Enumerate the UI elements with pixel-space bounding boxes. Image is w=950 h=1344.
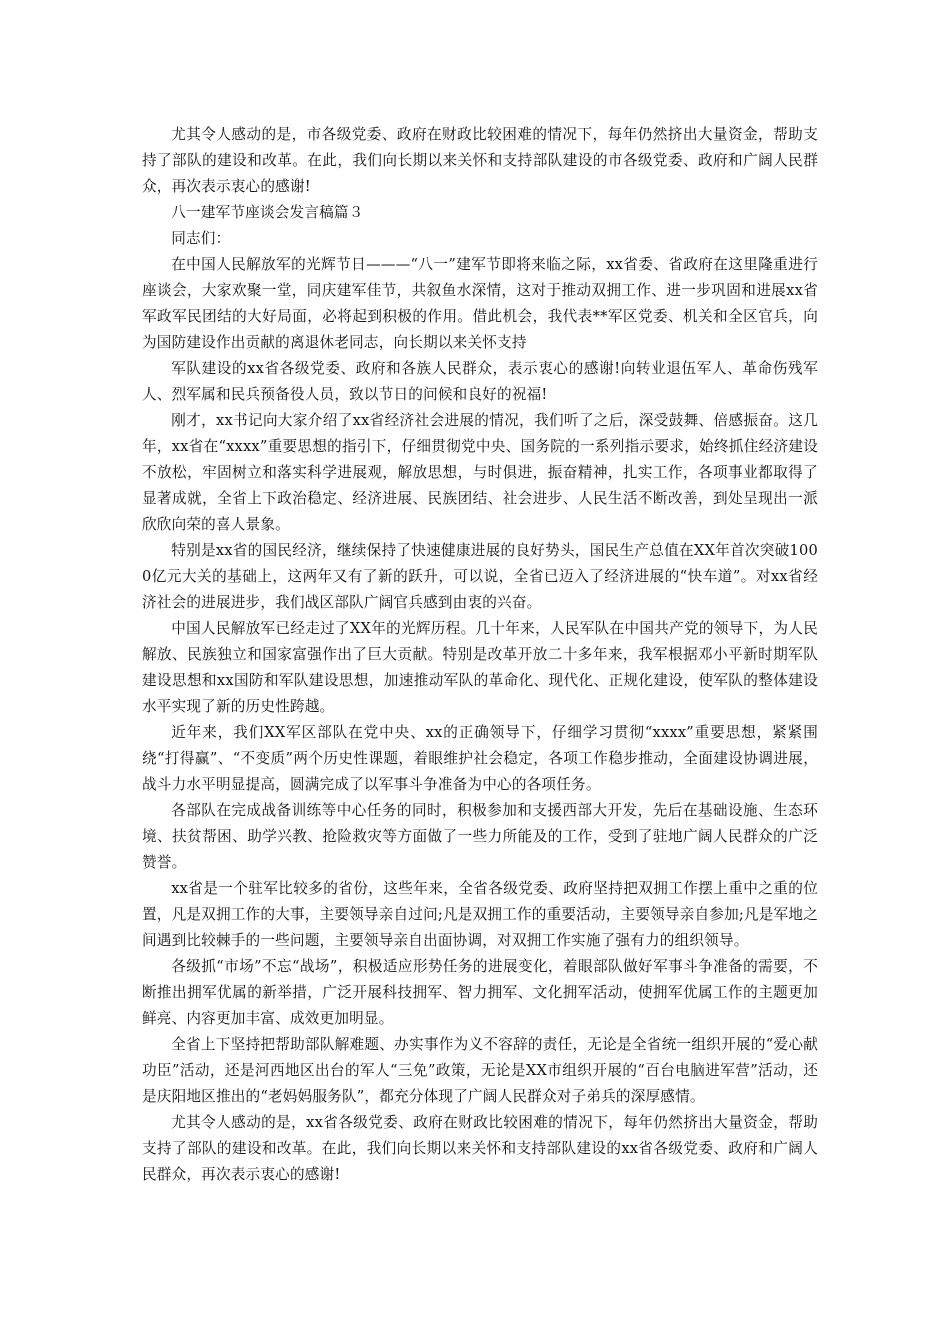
section-title: 八一建军节座谈会发言稿篇３ <box>171 204 364 221</box>
document-body <box>142 122 818 1188</box>
paragraph: 特别是xx省的国民经济，继续保持了快速健康进展的良好势头，国民生产总值在XX年首次突破1000亿元大关的基础上，这两年又有了新的跃升，可以说，全省已迈入了经济进展的“快车道”。对xx省经济社会的进展进步，我们战区部队广阔官兵感到由衷的兴奋。 <box>142 542 818 611</box>
paragraph: 在中国人民解放军的光辉节日———“八一”建军节即将来临之际，xx省委、省政府在这里隆重进行座谈会，大家欢聚一堂，同庆建军佳节，共叙鱼水深情，这对于推动双拥工作、进一步巩固和进展xx省军政军民团结的大好局面，必将起到积极的作用。借此机会，我代表**军区党委、机关和全区官兵，向为国防建设作出贡献的离退休老同志，向长期以来关怀支持 <box>142 256 818 351</box>
paragraph: 全省上下坚持把帮助部队解难题、办实事作为义不容辞的责任，无论是全省统一组织开展的“爱心献功臣”活动，还是河西地区出台的军人“三免”政策，无论是XX市组织开展的“百台电脑进军营”活动，还是庆阳地区推出的“老妈妈服务队”，都充分体现了广阔人民群众对子弟兵的深厚感情。 <box>142 1036 818 1105</box>
paragraph: 刚才，xx书记向大家介绍了xx省经济社会进展的情况，我们听了之后，深受鼓舞、倍感振奋。这几年，xx省在“xxxx”重要思想的指引下，仔细贯彻党中央、国务院的一系列指示要求，始终抓住经济建设不放松，牢固树立和落实科学进展观，解放思想，与时俱进，振奋精神，扎实工作，各项事业都取得了显著成就，全省上下政治稳定、经济进展、民族团结、社会进步、人民生活不断改善，到处呈现出一派欣欣向荣的喜人景象。 <box>142 412 818 533</box>
paragraph-intro-thanks: 尤其令人感动的是，市各级党委、政府在财政比较困难的情况下，每年仍然挤出大量资金，帮助支持了部队的建设和改革。在此，我们向长期以来关怀和支持部队建设的市各级党委、政府和广阔人民群众，再次表示衷心的感谢! <box>142 126 818 195</box>
paragraph: 军队建设的xx省各级党委、政府和各族人民群众，表示衷心的感谢!向转业退伍军人、革命伤残军人、烈军属和民兵预备役人员，致以节日的问候和良好的祝福! <box>142 360 818 403</box>
paragraph: 近年来，我们XX军区部队在党中央、xx的正确领导下，仔细学习贯彻“xxxx”重要思想，紧紧围绕“打得赢”、“不变质”两个历史性课题，着眼维护社会稳定，各项工作稳步推动，全面建设协调进展，战斗力水平明显提高，圆满完成了以军事斗争准备为中心的各项任务。 <box>142 724 818 793</box>
paragraph: xx省是一个驻军比较多的省份，这些年来，全省各级党委、政府坚持把双拥工作摆上重中之重的位置，凡是双拥工作的大事，主要领导亲自过问;凡是双拥工作的重要活动，主要领导亲自参加;凡是军地之间遇到比较棘手的一些问题，主要领导亲自出面协调，对双拥工作实施了强有力的组织领导。 <box>142 880 818 949</box>
paragraph: 中国人民解放军已经走过了XX年的光辉历程。几十年来，人民军队在中国共产党的领导下，为人民解放、民族独立和国家富强作出了巨大贡献。特别是改革开放二十多年来，我军根据邓小平新时期军队建设思想和xx国防和军队建设思想，加速推动军队的革命化、现代化、正规化建设，使军队的整体建设水平实现了新的历史性跨越。 <box>142 620 818 715</box>
salutation: 同志们： <box>171 230 231 247</box>
paragraph: 各级抓“市场”不忘“战场”，积极适应形势任务的进展变化，着眼部队做好军事斗争准备的需要，不断推出拥军优属的新举措，广泛开展科技拥军、智力拥军、文化拥军活动，使拥军优属工作的主题更加鲜亮、内容更加丰富、成效更加明显。 <box>142 958 818 1027</box>
paragraph: 各部队在完成战备训练等中心任务的同时，积极参加和支援西部大开发，先后在基础设施、生态环境、扶贫帮困、助学兴教、抢险救灾等方面做了一些力所能及的工作，受到了驻地广阔人民群众的广泛赞誉。 <box>142 802 818 871</box>
paragraph-closing-thanks: 尤其令人感动的是，xx省各级党委、政府在财政比较困难的情况下，每年仍然挤出大量资金，帮助支持了部队的建设和改革。在此，我们向长期以来关怀和支持部队建设的xx省各级党委、政府和广阔人民群众，再次表示衷心的感谢! <box>142 1114 818 1183</box>
